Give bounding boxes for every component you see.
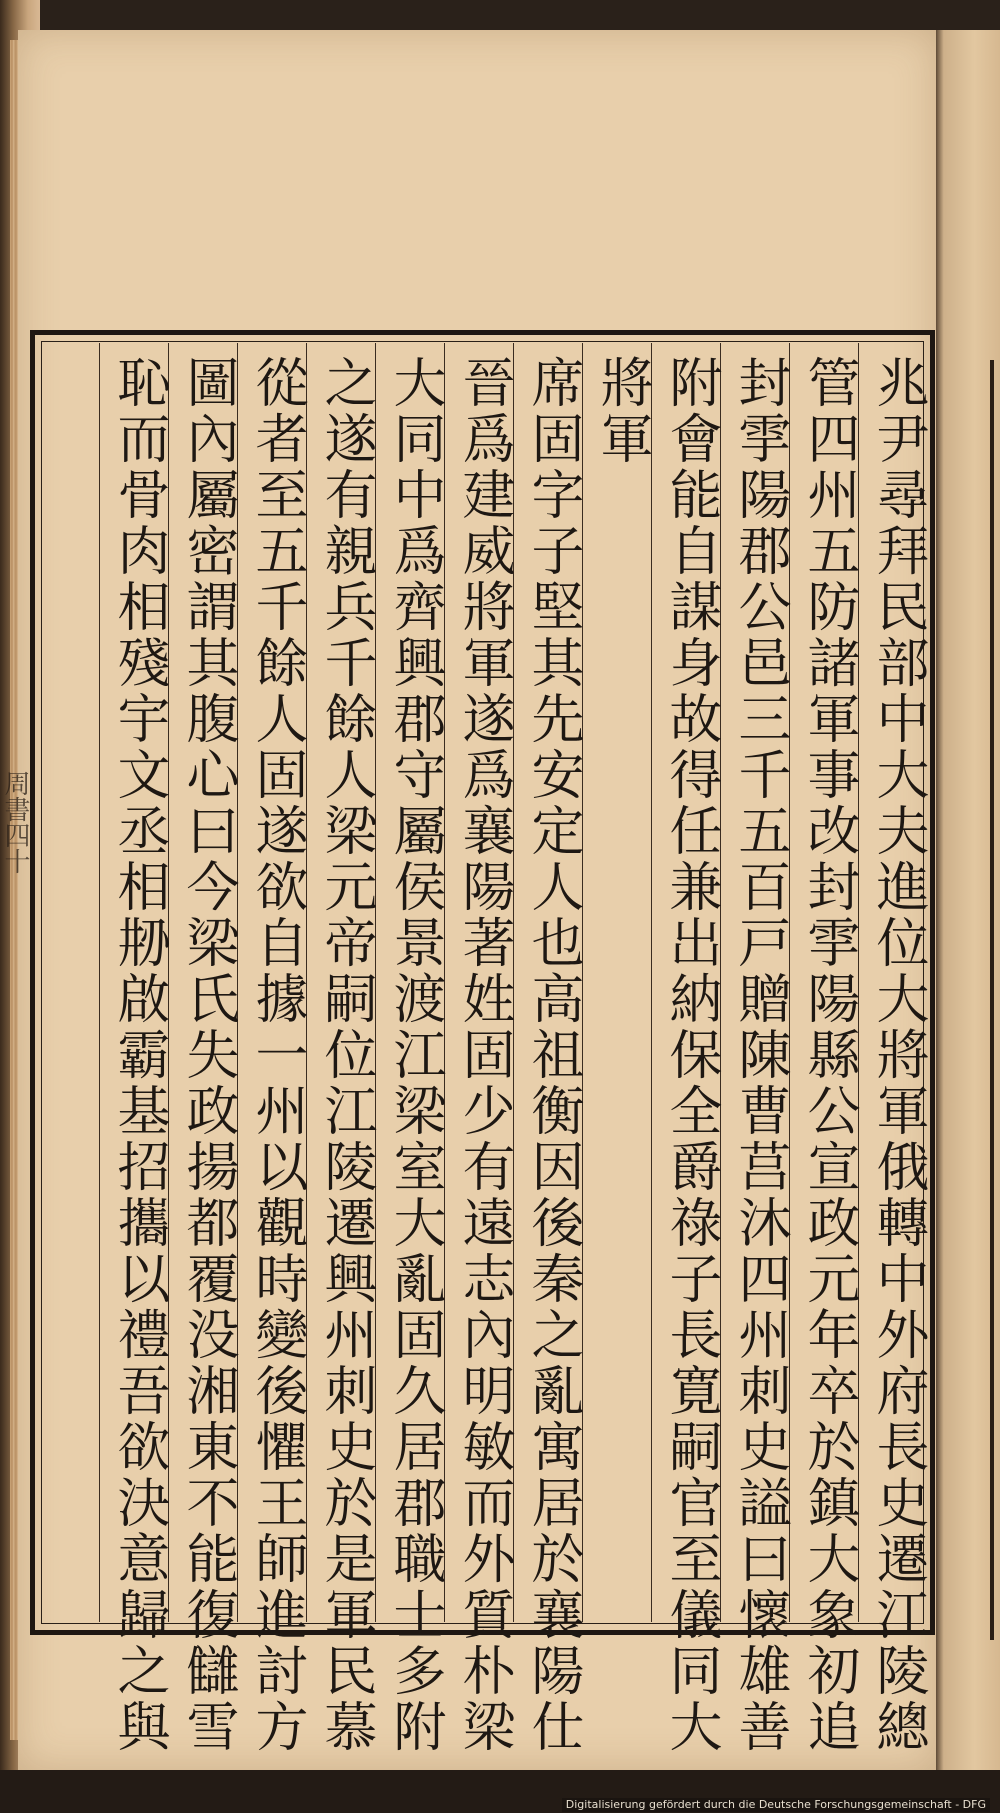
- text-column: 封𩁹陽郡公邑三千五百戸贈陳曹莒沐四州刺史謚曰懷雄善: [730, 355, 791, 1755]
- column-rule: [651, 343, 652, 1622]
- text-column: 管四州五防諸軍事改封𩁹陽縣公宣政元年卒於鎮大象初追: [799, 355, 860, 1755]
- digitization-credit: Digitalisierung gefördert durch die Deutsche Forschungsgemeinschaft - DFG: [562, 1798, 990, 1812]
- column-rule: [99, 343, 100, 1622]
- text-column: 恥而骨肉相殘宇文丞相刱啟霸基招攜以禮吾欲決意歸之與: [109, 355, 170, 1755]
- text-column: 附會能自謀身故得任兼出納保全爵祿子長寛嗣官至儀同大: [661, 355, 722, 1755]
- text-column: 晉爲建威將軍遂爲襄陽著姓固少有遠志內明敏而外質朴梁: [454, 355, 515, 1755]
- text-column: 圖內屬密謂其腹心曰今梁氏失政揚都覆没湘東不能復讎雪: [178, 355, 239, 1755]
- facing-page-edge: [936, 30, 1000, 1770]
- text-column: 大同中爲齊興郡守屬侯景渡江梁室大亂固久居郡職士多附: [385, 355, 446, 1755]
- text-column: 席固字子堅其先安定人也高祖衡因後秦之亂寓居於襄陽仕: [523, 355, 584, 1755]
- text-column: 之遂有親兵千餘人梁元帝嗣位江陵遷興州刺史於是軍民慕: [316, 355, 377, 1755]
- text-column: 從者至五千餘人固遂欲自據一州以觀時變後懼王師進討方: [247, 355, 308, 1755]
- margin-book-label: 周書四十: [0, 770, 30, 874]
- facing-page-border: [990, 360, 994, 1640]
- text-frame: [30, 330, 935, 1755]
- text-column: 兆尹尋拜民部中大夫進位大將軍俄轉中外府長史遷江陵總: [868, 355, 929, 1755]
- text-column: 將軍: [592, 355, 653, 467]
